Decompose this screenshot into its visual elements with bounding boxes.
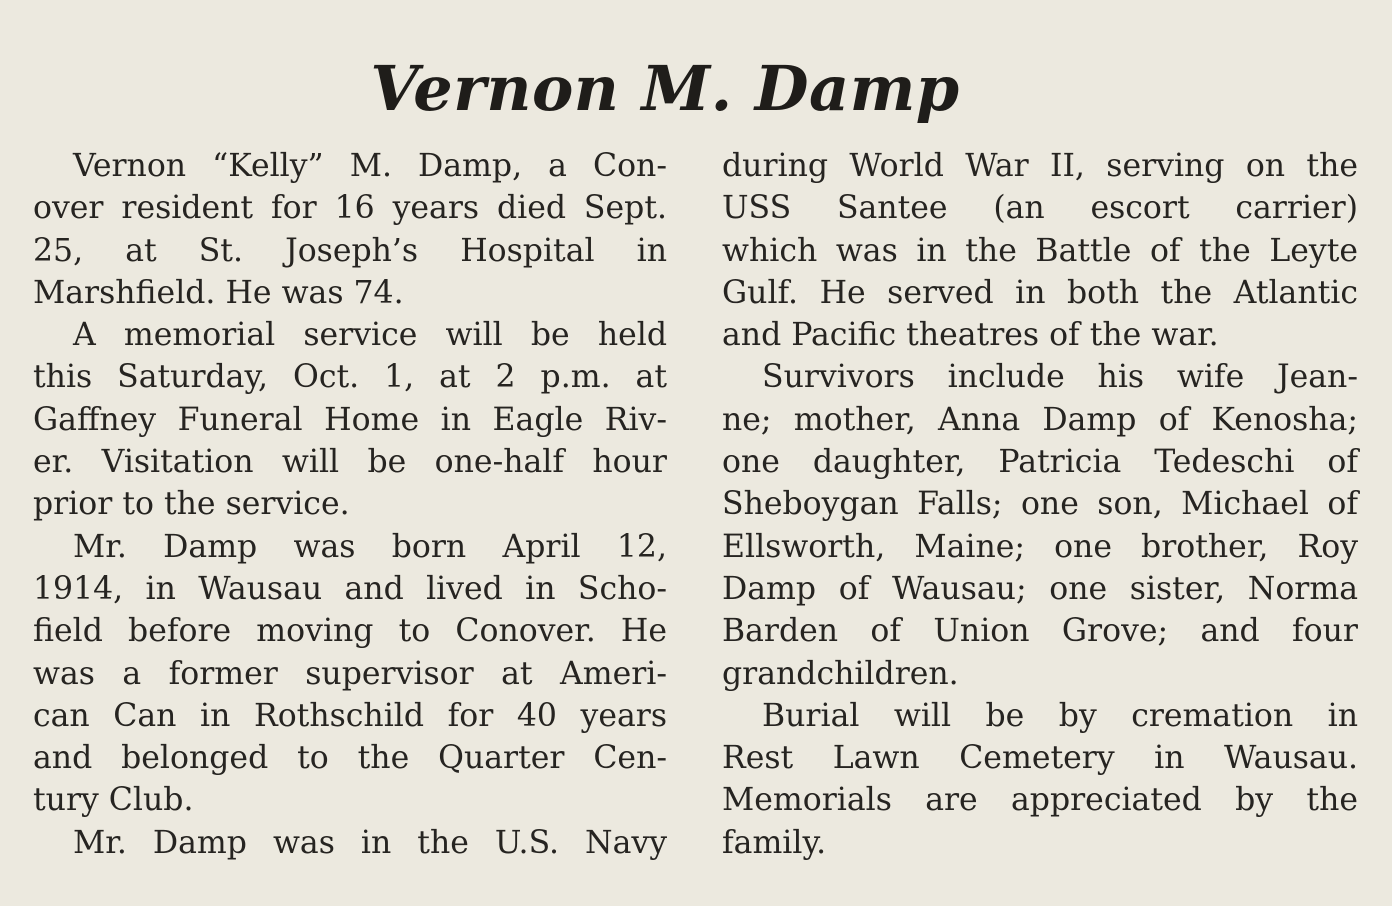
headline: Vernon M. Damp xyxy=(370,52,960,125)
right-column-line: family. xyxy=(722,824,827,861)
right-column-line: during World War II, serving on the xyxy=(722,148,1358,184)
right-column-line: which was in the Battle of the Leyte xyxy=(722,232,1358,269)
right-column-line: Burial will be by cremation in xyxy=(762,697,1358,734)
left-column-line: er. Visitation will be one-half hour xyxy=(33,444,667,481)
right-column-line: Damp of Wausau; one sister, Norma xyxy=(722,570,1358,607)
right-column-line: Memorials are appreciated by the xyxy=(722,782,1358,819)
left-column-line: over resident for 16 years died Sept. xyxy=(33,190,667,227)
right-column-line: one daughter, Patricia Tedeschi of xyxy=(722,444,1358,481)
left-column-line: 1914, in Wausau and lived in Scho- xyxy=(33,570,667,607)
left-column-line: field before moving to Conover. He xyxy=(33,613,667,650)
left-column-line: was a former supervisor at Ameri- xyxy=(33,655,667,692)
left-column-line: this Saturday, Oct. 1, at 2 p.m. at xyxy=(33,359,667,396)
left-column-line: Mr. Damp was born April 12, xyxy=(73,528,667,565)
left-column-line: A memorial service will be held xyxy=(73,317,667,354)
right-column-line: USS Santee (an escort carrier) xyxy=(722,190,1358,227)
left-column-line: can Can in Rothschild for 40 years xyxy=(33,697,667,734)
left-column-line: Mr. Damp was in the U.S. Navy xyxy=(73,824,667,861)
right-column xyxy=(722,145,1358,864)
left-column xyxy=(33,145,667,864)
right-column-line: Barden of Union Grove; and four xyxy=(722,613,1358,650)
left-column-line: Vernon “Kelly” M. Damp, a Con- xyxy=(73,148,667,184)
right-column-line: Rest Lawn Cemetery in Wausau. xyxy=(722,740,1358,777)
left-column-line: Gaffney Funeral Home in Eagle Riv- xyxy=(33,401,667,438)
right-column-line: Survivors include his wife Jean- xyxy=(762,359,1358,396)
right-column-line: and Pacific theatres of the war. xyxy=(722,317,1219,354)
right-column-line: Sheboygan Falls; one son, Michael of xyxy=(722,486,1358,523)
left-column-line: 25, at St. Joseph’s Hospital in xyxy=(33,232,667,269)
left-column-line: tury Club. xyxy=(33,782,194,819)
right-column-line: Ellsworth, Maine; one brother, Roy xyxy=(722,528,1358,565)
left-column-line: Marshfield. He was 74. xyxy=(33,274,404,311)
right-column-line: Gulf. He served in both the Atlantic xyxy=(722,274,1358,311)
left-column-line: prior to the service. xyxy=(33,486,350,523)
left-column-line: and belonged to the Quarter Cen- xyxy=(33,740,667,777)
right-column-line: ne; mother, Anna Damp of Kenosha; xyxy=(722,401,1358,438)
right-column-line: grandchildren. xyxy=(722,655,959,692)
